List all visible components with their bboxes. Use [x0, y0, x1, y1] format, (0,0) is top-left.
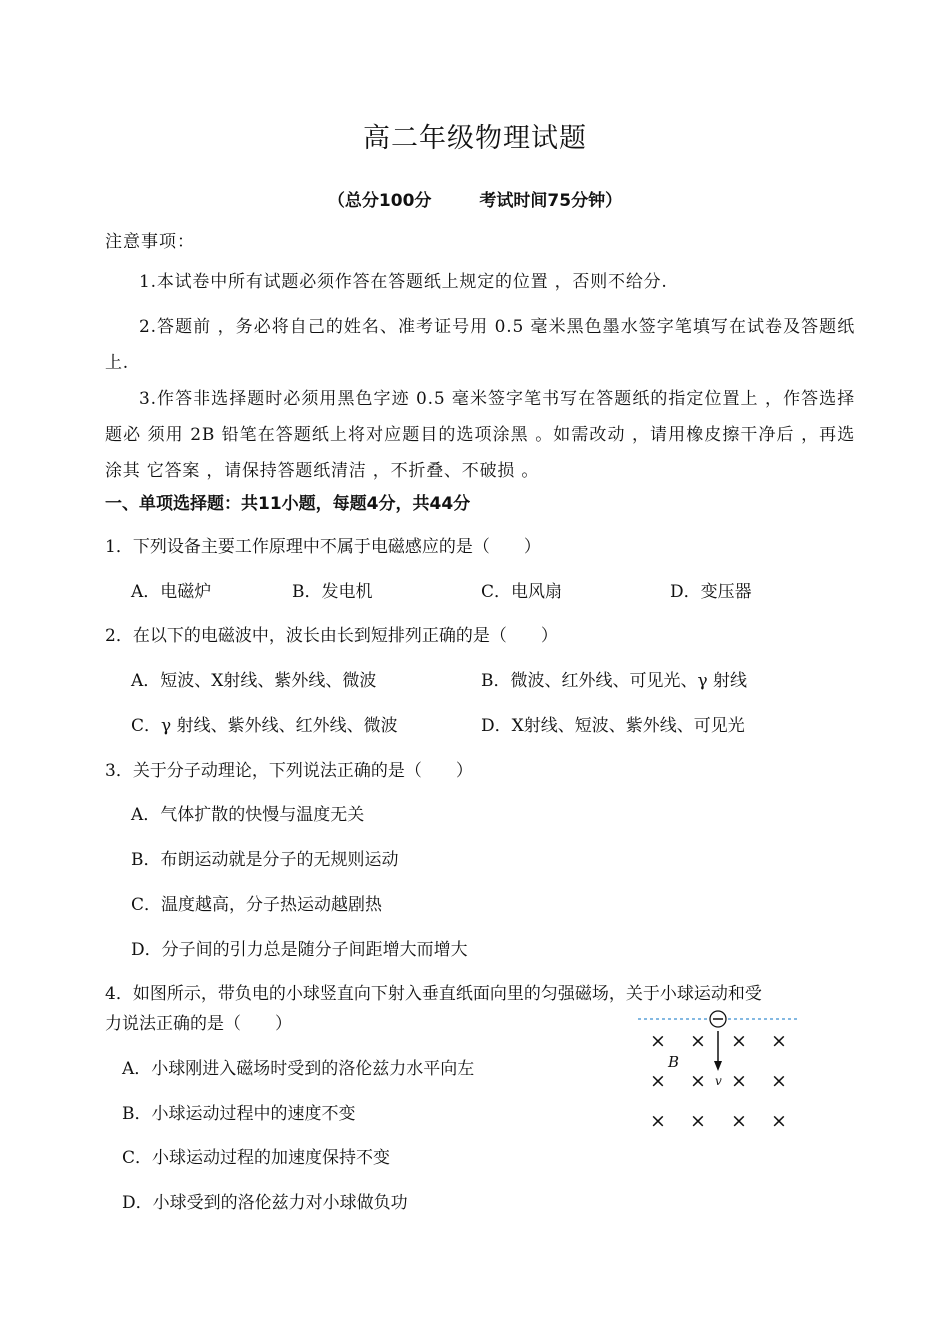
- question-1-stem: 1．下列设备主要工作原理中不属于电磁感应的是（ ）: [105, 537, 541, 557]
- page-title: 高二年级物理试题: [363, 123, 587, 154]
- exam-time: 考试时间75分钟）: [479, 191, 623, 211]
- q3-option-a: A．气体扩散的快慢与温度无关: [131, 805, 365, 825]
- q1-option-a: A．电磁炉: [131, 582, 212, 602]
- notice-item-2: 2.答题前 ，务必将自己的姓名、准考证号用 0.5 毫米黑色墨水签字笔填写在试卷及答题纸上.: [105, 317, 855, 373]
- q4-option-d: D．小球受到的洛伦兹力对小球做负功: [122, 1193, 408, 1213]
- cross-mark: ×: [650, 1110, 666, 1130]
- section-heading: 一、单项选择题：共11小题，每题4分，共44分: [105, 494, 471, 514]
- question-2-stem: 2．在以下的电磁波中，波长由长到短排列正确的是（ ）: [105, 626, 558, 646]
- cross-mark: ×: [731, 1110, 747, 1130]
- magnetic-field-figure: [630, 1005, 810, 1130]
- q1-option-c: C．电风扇: [481, 582, 563, 602]
- q2-option-c: C．γ 射线、紫外线、红外线、微波: [131, 716, 398, 736]
- cross-mark: ×: [731, 1070, 747, 1092]
- cross-mark: ×: [690, 1070, 706, 1092]
- cross-mark: ×: [690, 1110, 706, 1130]
- cross-mark: ×: [731, 1030, 747, 1052]
- cross-mark: ×: [650, 1070, 666, 1092]
- q3-option-b: B．布朗运动就是分子的无规则运动: [131, 850, 399, 870]
- cross-mark: ×: [650, 1030, 666, 1052]
- notice-item-1: 1.本试卷中所有试题必须作答在答题纸上规定的位置 ，否则不给分.: [139, 272, 668, 292]
- q2-option-a: A．短波、X射线、紫外线、微波: [131, 671, 377, 691]
- q3-option-c: C．温度越高，分子热运动越剧热: [131, 895, 383, 915]
- q2-option-d: D．X射线、短波、紫外线、可见光: [481, 716, 745, 736]
- q4-option-c: C．小球运动过程的加速度保持不变: [122, 1148, 391, 1168]
- q1-option-d: D．变压器: [670, 582, 752, 602]
- question-4-stem-line2: 力说法正确的是（ ）: [105, 1014, 292, 1034]
- field-label: B: [668, 1053, 680, 1071]
- velocity-label: v: [715, 1074, 722, 1088]
- exam-info: [0, 186, 950, 211]
- q2-option-b: B．微波、红外线、可见光、γ 射线: [481, 671, 748, 691]
- cross-mark: ×: [771, 1030, 787, 1052]
- q1-option-b: B．发电机: [292, 582, 373, 602]
- notice-item-3: 3.作答非选择题时必须用黑色字迹 0.5 毫米签字笔书写在答题纸的指定位置上 ，作答选择题必 须用 2B 铅笔在答题纸上将对应题目的选项涂黑 。如需改动 ，请用橡皮擦干净后 ，再选涂其 它答案 ，请保持答题纸清洁 ，不折叠、不破损 。: [105, 389, 855, 481]
- cross-mark: ×: [690, 1030, 706, 1052]
- q4-option-b: B．小球运动过程中的速度不变: [122, 1104, 356, 1124]
- cross-mark: ×: [771, 1070, 787, 1092]
- question-3-stem: 3．关于分子动理论，下列说法正确的是（ ）: [105, 761, 473, 781]
- total-score: （总分100分: [327, 191, 432, 211]
- q4-option-a: A．小球刚进入磁场时受到的洛伦兹力水平向左: [122, 1059, 475, 1079]
- q3-option-d: D．分子间的引力总是随分子间距增大而增大: [131, 940, 468, 960]
- cross-mark: ×: [771, 1110, 787, 1130]
- question-4-stem-line1: 4．如图所示，带负电的小球竖直向下射入垂直纸面向里的匀强磁场，关于小球运动和受: [105, 984, 762, 1004]
- notice-heading: 注意事项：: [105, 232, 195, 252]
